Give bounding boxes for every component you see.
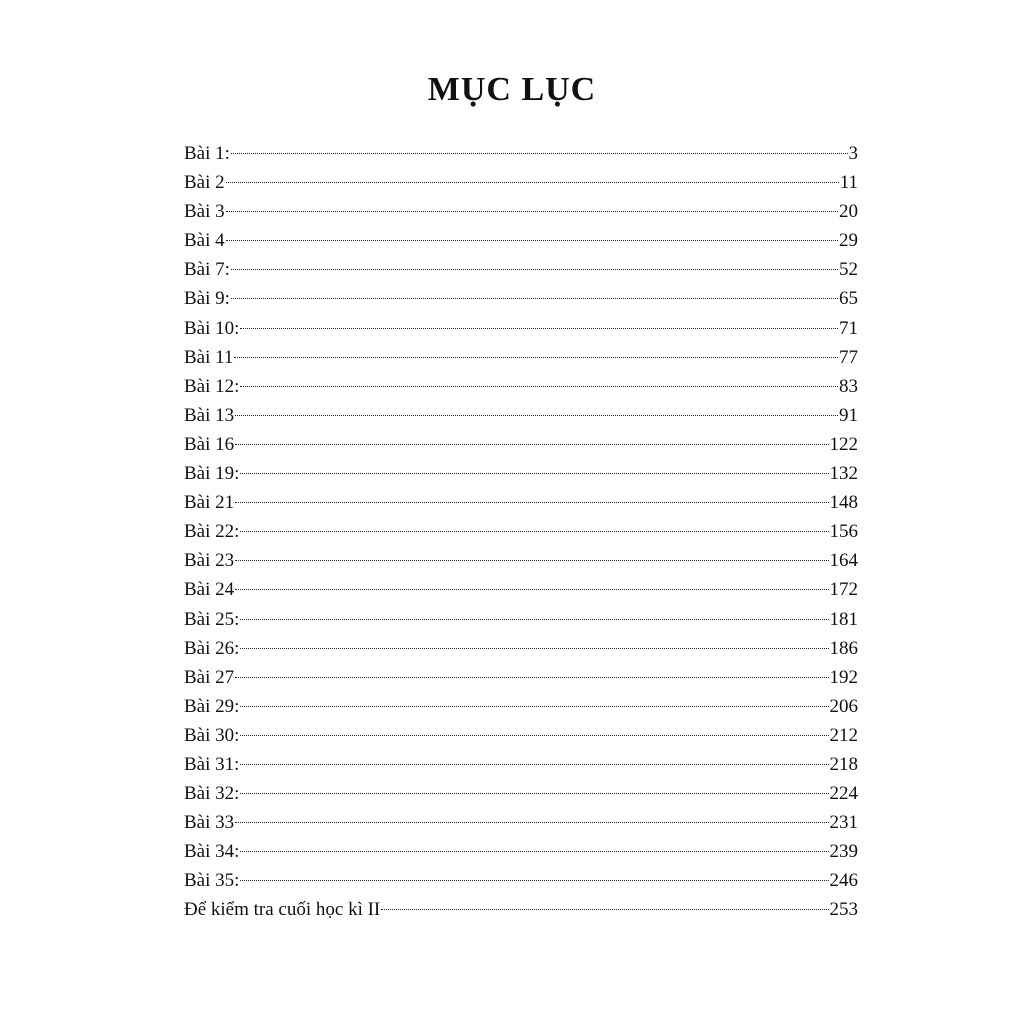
dot-leader <box>240 793 828 794</box>
toc-entry[interactable] <box>184 372 858 401</box>
toc-entry[interactable] <box>184 779 858 808</box>
toc-entry-label: Bài 3 <box>184 201 225 223</box>
toc-entry-page-number: 3 <box>848 143 858 164</box>
toc-entry-label: Bài 32: <box>184 783 240 805</box>
toc-entry-page-number: 239 <box>829 841 858 863</box>
toc-entry-label: Bài 10: <box>184 317 240 339</box>
toc-entry-page-number: 172 <box>829 579 858 601</box>
toc-entry[interactable] <box>184 750 858 779</box>
dot-leader <box>240 764 828 765</box>
toc-entry[interactable] <box>184 837 858 866</box>
toc-entry[interactable] <box>184 634 858 663</box>
dot-leader <box>235 560 828 561</box>
toc-entry-label: Bài 1: <box>184 143 230 164</box>
toc-entry-label: Bài 26: <box>184 637 240 659</box>
toc-entry-label: Bài 11 <box>184 346 234 368</box>
dot-leader <box>235 822 828 823</box>
toc-entry[interactable] <box>184 284 858 313</box>
toc-entry[interactable] <box>184 866 858 895</box>
toc-entry-page-number: 91 <box>839 404 858 426</box>
toc-entry-label: Bài 34: <box>184 841 240 863</box>
toc-entry-page-number: 77 <box>839 346 858 368</box>
toc-entry-page-number: 52 <box>839 259 858 281</box>
toc-entry[interactable] <box>184 255 858 284</box>
toc-entry[interactable] <box>184 605 858 634</box>
toc-entry-label: Bài 7: <box>184 259 230 281</box>
toc-entry-page-number: 186 <box>829 637 858 659</box>
toc-entry[interactable] <box>184 721 858 750</box>
toc-entry-label: Bài 21 <box>184 492 235 514</box>
toc-entry-label: Bài 13 <box>184 404 235 426</box>
dot-leader <box>240 735 828 736</box>
dot-leader <box>240 851 828 852</box>
toc-entry-label: Bài 30: <box>184 724 240 746</box>
dot-leader <box>235 677 828 678</box>
toc-entry[interactable] <box>184 663 858 692</box>
toc-entry-page-number: 206 <box>829 695 858 717</box>
toc-entry-page-number: 253 <box>829 899 858 921</box>
dot-leader <box>226 240 838 241</box>
toc-entry[interactable] <box>184 808 858 837</box>
toc-entry-page-number: 192 <box>829 666 858 688</box>
toc-entry-label: Bài 16 <box>184 433 235 455</box>
toc-entry-page-number: 246 <box>829 870 858 892</box>
toc-entry-label: Bài 24 <box>184 579 235 601</box>
toc-entry[interactable] <box>184 314 858 343</box>
toc-entry-label: Bài 23 <box>184 550 235 572</box>
toc-entry-page-number: 156 <box>829 521 858 543</box>
dot-leader <box>240 531 828 532</box>
toc-entry-page-number: 224 <box>829 783 858 805</box>
dot-leader <box>235 589 828 590</box>
toc-entry-page-number: 20 <box>839 201 858 223</box>
toc-entry-label: Bài 35: <box>184 870 240 892</box>
toc-entry-page-number: 212 <box>829 724 858 746</box>
toc-entry-label: Bài 4 <box>184 230 225 252</box>
dot-leader <box>231 269 838 270</box>
dot-leader <box>381 909 828 910</box>
toc-entry-label: Bài 25: <box>184 608 240 630</box>
dot-leader <box>226 211 838 212</box>
dot-leader <box>231 153 848 154</box>
toc-entry-label: Bài 27 <box>184 666 235 688</box>
dot-leader <box>240 706 828 707</box>
toc-entry[interactable] <box>184 692 858 721</box>
dot-leader <box>240 619 828 620</box>
page-title: MỤC LỤC <box>427 71 597 108</box>
toc-entry[interactable] <box>184 517 858 546</box>
toc-entry[interactable] <box>184 488 858 517</box>
toc-entry[interactable] <box>184 139 858 168</box>
toc-entry[interactable] <box>184 459 858 488</box>
toc-entry-label: Bài 33 <box>184 812 235 834</box>
dot-leader <box>240 473 828 474</box>
toc-entry[interactable] <box>184 168 858 197</box>
toc-entry-page-number: 218 <box>829 753 858 775</box>
dot-leader <box>234 357 838 358</box>
dot-leader <box>240 880 828 881</box>
toc-entry[interactable] <box>184 226 858 255</box>
toc-entry-label: Bài 2 <box>184 172 225 194</box>
dot-leader <box>235 502 828 503</box>
toc-entry[interactable] <box>184 430 858 459</box>
toc-entry-label: Bài 19: <box>184 463 240 485</box>
toc-entry[interactable] <box>184 197 858 226</box>
toc-entry-label: Bài 31: <box>184 753 240 775</box>
dot-leader <box>231 298 838 299</box>
toc-entry[interactable] <box>184 895 858 924</box>
toc-entry-page-number: 164 <box>829 550 858 572</box>
toc-entry-page-number: 29 <box>839 230 858 252</box>
toc-entry[interactable] <box>184 343 858 372</box>
toc-entry[interactable] <box>184 401 858 430</box>
toc-entry-label: Bài 12: <box>184 375 240 397</box>
toc-entry[interactable] <box>184 546 858 575</box>
dot-leader <box>235 444 828 445</box>
dot-leader <box>240 328 838 329</box>
table-of-contents <box>184 139 858 925</box>
toc-entry-page-number: 71 <box>839 317 858 339</box>
toc-entry-label: Bài 22: <box>184 521 240 543</box>
toc-entry-label: Bài 9: <box>184 288 230 310</box>
toc-entry-page-number: 132 <box>829 463 858 485</box>
dot-leader <box>240 386 838 387</box>
toc-entry-page-number: 231 <box>829 812 858 834</box>
toc-entry-page-number: 83 <box>839 375 858 397</box>
dot-leader <box>226 182 839 183</box>
toc-entry-label: Để kiểm tra cuối học kì II <box>184 899 381 921</box>
toc-entry-page-number: 11 <box>839 172 858 194</box>
toc-entry[interactable] <box>184 575 858 604</box>
toc-entry-label: Bài 29: <box>184 695 240 717</box>
toc-entry-page-number: 148 <box>829 492 858 514</box>
toc-entry-page-number: 181 <box>829 608 858 630</box>
dot-leader <box>235 415 838 416</box>
toc-entry-page-number: 65 <box>839 288 858 310</box>
toc-entry-page-number: 122 <box>829 433 858 455</box>
dot-leader <box>240 648 828 649</box>
